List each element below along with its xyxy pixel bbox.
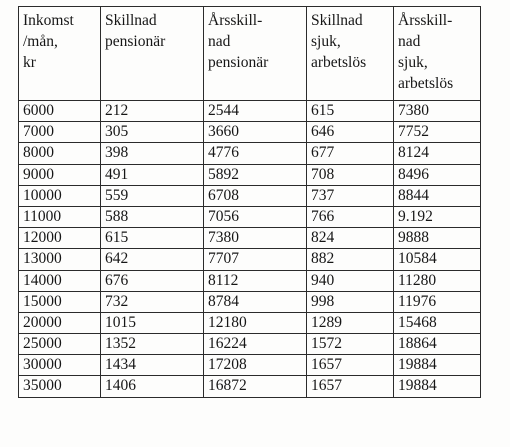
yearly-difference-sick-cell: 15468 <box>394 312 481 333</box>
difference-sick-cell: 998 <box>307 291 394 312</box>
table-row <box>19 206 481 227</box>
table-row <box>19 334 481 355</box>
yearly-difference-sick-cell: 9888 <box>394 228 481 249</box>
table-row <box>19 101 481 122</box>
header-yearly-difference-pensioner <box>204 7 307 101</box>
yearly-difference-sick-cell: 7752 <box>394 122 481 143</box>
table-row <box>19 164 481 185</box>
header-yearly-difference-sick-unemployed <box>394 7 481 101</box>
yearly-difference-pensioner-cell: 3660 <box>204 122 307 143</box>
header-row <box>19 7 481 101</box>
yearly-difference-sick-cell: 7380 <box>394 101 481 122</box>
income-cell: 10000 <box>19 185 101 206</box>
difference-sick-cell: 766 <box>307 206 394 227</box>
header-difference-sick-unemployed <box>307 7 394 101</box>
income-cell: 11000 <box>19 206 101 227</box>
yearly-difference-pensioner-cell: 8784 <box>204 291 307 312</box>
income-cell: 7000 <box>19 122 101 143</box>
difference-sick-cell: 940 <box>307 270 394 291</box>
difference-sick-cell: 1657 <box>307 355 394 376</box>
yearly-difference-pensioner-cell: 2544 <box>204 101 307 122</box>
header-income-per-month <box>19 7 101 101</box>
yearly-difference-sick-cell: 9.192 <box>394 206 481 227</box>
difference-pensioner-cell: 642 <box>101 249 204 270</box>
difference-sick-cell: 1572 <box>307 334 394 355</box>
income-cell: 13000 <box>19 249 101 270</box>
header-line: Årsskill- <box>398 12 453 29</box>
income-cell: 35000 <box>19 376 101 397</box>
yearly-difference-pensioner-cell: 7707 <box>204 249 307 270</box>
difference-sick-cell: 737 <box>307 185 394 206</box>
income-cell: 8000 <box>19 143 101 164</box>
difference-pensioner-cell: 615 <box>101 228 204 249</box>
header-line: Årsskill- <box>208 12 263 29</box>
income-cell: 12000 <box>19 228 101 249</box>
yearly-difference-pensioner-cell: 17208 <box>204 355 307 376</box>
difference-sick-cell: 615 <box>307 101 394 122</box>
difference-sick-cell: 1289 <box>307 312 394 333</box>
header-line: nad <box>398 33 421 50</box>
difference-sick-cell: 646 <box>307 122 394 143</box>
table-row <box>19 376 481 397</box>
header-line: kr <box>23 54 36 71</box>
difference-pensioner-cell: 732 <box>101 291 204 312</box>
difference-pensioner-cell: 305 <box>101 122 204 143</box>
difference-pensioner-cell: 1015 <box>101 312 204 333</box>
yearly-difference-pensioner-cell: 7056 <box>204 206 307 227</box>
yearly-difference-pensioner-cell: 16224 <box>204 334 307 355</box>
header-line: /mån, <box>23 33 58 50</box>
difference-pensioner-cell: 559 <box>101 185 204 206</box>
income-cell: 9000 <box>19 164 101 185</box>
yearly-difference-pensioner-cell: 5892 <box>204 164 307 185</box>
income-cell: 6000 <box>19 101 101 122</box>
yearly-difference-sick-cell: 10584 <box>394 249 481 270</box>
yearly-difference-sick-cell: 8124 <box>394 143 481 164</box>
header-line: sjuk, <box>311 33 341 50</box>
difference-pensioner-cell: 1434 <box>101 355 204 376</box>
yearly-difference-pensioner-cell: 4776 <box>204 143 307 164</box>
table-row <box>19 270 481 291</box>
difference-pensioner-cell: 491 <box>101 164 204 185</box>
income-cell: 15000 <box>19 291 101 312</box>
yearly-difference-sick-cell: 11280 <box>394 270 481 291</box>
table-body <box>19 101 481 398</box>
yearly-difference-sick-cell: 8844 <box>394 185 481 206</box>
table-row <box>19 249 481 270</box>
yearly-difference-pensioner-cell: 6708 <box>204 185 307 206</box>
header-line: Skillnad <box>105 12 157 29</box>
difference-pensioner-cell: 1352 <box>101 334 204 355</box>
income-cell: 30000 <box>19 355 101 376</box>
income-difference-table <box>18 6 481 398</box>
difference-sick-cell: 1657 <box>307 376 394 397</box>
header-line: arbetslös <box>311 54 367 71</box>
yearly-difference-pensioner-cell: 16872 <box>204 376 307 397</box>
table-row <box>19 291 481 312</box>
header-line: arbetslös <box>398 75 454 92</box>
yearly-difference-sick-cell: 19884 <box>394 355 481 376</box>
table-row <box>19 355 481 376</box>
table-row <box>19 228 481 249</box>
income-cell: 20000 <box>19 312 101 333</box>
income-cell: 25000 <box>19 334 101 355</box>
difference-pensioner-cell: 1406 <box>101 376 204 397</box>
header-difference-pensioner <box>101 7 204 101</box>
difference-sick-cell: 824 <box>307 228 394 249</box>
table-row <box>19 143 481 164</box>
yearly-difference-sick-cell: 19884 <box>394 376 481 397</box>
difference-sick-cell: 882 <box>307 249 394 270</box>
yearly-difference-pensioner-cell: 12180 <box>204 312 307 333</box>
difference-sick-cell: 708 <box>307 164 394 185</box>
table-row <box>19 185 481 206</box>
difference-pensioner-cell: 676 <box>101 270 204 291</box>
header-line: pensionär <box>208 54 269 71</box>
header-line: nad <box>208 33 231 50</box>
table-row <box>19 122 481 143</box>
yearly-difference-sick-cell: 18864 <box>394 334 481 355</box>
yearly-difference-pensioner-cell: 8112 <box>204 270 307 291</box>
difference-pensioner-cell: 212 <box>101 101 204 122</box>
table-row <box>19 312 481 333</box>
header-line: pensionär <box>105 33 166 50</box>
yearly-difference-sick-cell: 8496 <box>394 164 481 185</box>
difference-pensioner-cell: 398 <box>101 143 204 164</box>
header-line: Skillnad <box>311 12 363 29</box>
yearly-difference-pensioner-cell: 7380 <box>204 228 307 249</box>
yearly-difference-sick-cell: 11976 <box>394 291 481 312</box>
difference-sick-cell: 677 <box>307 143 394 164</box>
header-line: sjuk, <box>398 54 428 71</box>
income-cell: 14000 <box>19 270 101 291</box>
header-line: Inkomst <box>23 12 74 29</box>
difference-pensioner-cell: 588 <box>101 206 204 227</box>
